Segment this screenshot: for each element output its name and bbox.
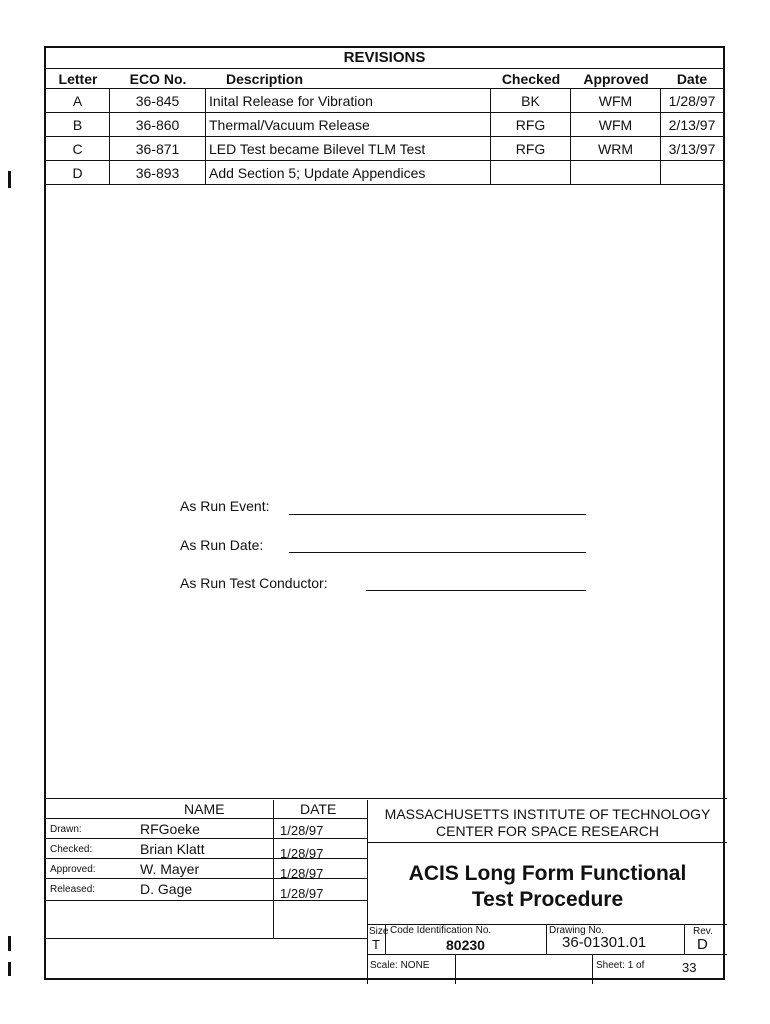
header-checked: Checked: [501, 71, 561, 87]
rev-checked: BK: [491, 89, 571, 112]
rev-approved: [571, 161, 661, 184]
as-run-conductor-field[interactable]: [366, 590, 586, 591]
rev-approved: WFM: [571, 89, 661, 112]
rev-date: 3/13/97: [668, 141, 716, 157]
signoff-block: [46, 800, 367, 984]
sheet-text: Sheet: 1 of: [596, 960, 645, 971]
rev-approved: WRM: [571, 137, 661, 160]
signoff-role: Checked:: [50, 844, 93, 855]
rev-letter: C: [46, 137, 110, 160]
size-value: T: [372, 937, 380, 952]
signoff-name: W. Mayer: [140, 861, 200, 877]
as-run-conductor-label: As Run Test Conductor:: [180, 575, 328, 591]
name-header: NAME: [184, 801, 225, 817]
signoff-role: Released:: [50, 884, 96, 895]
revision-row: [46, 161, 723, 185]
revisions-table: [46, 48, 723, 185]
signoff-role: Drawn:: [50, 824, 82, 835]
signoff-date: 1/28/97: [280, 886, 324, 901]
org-line-2: CENTER FOR SPACE RESEARCH: [436, 823, 659, 839]
signoff-date: 1/28/97: [280, 823, 324, 838]
drawing-no-label: Drawing No.: [549, 925, 605, 936]
header-letter: Letter: [58, 71, 98, 87]
rev-date: 2/13/97: [668, 117, 716, 133]
as-run-event-label: As Run Event:: [180, 498, 270, 514]
change-bar: [8, 936, 11, 951]
rev-approved: WFM: [571, 113, 661, 136]
code-id-value: 80230: [446, 937, 485, 953]
header-date: Date: [676, 71, 708, 87]
drawing-frame: [44, 46, 725, 980]
scale-text: Scale: NONE: [370, 960, 430, 971]
revision-row: [46, 113, 723, 137]
header-eco: ECO No.: [129, 71, 187, 87]
rev-checked: RFG: [491, 137, 571, 160]
rev-eco: 36-845: [110, 89, 206, 112]
change-bar: [8, 962, 11, 976]
title-block: [367, 800, 727, 984]
revisions-header-row: [46, 69, 723, 89]
signoff-name: RFGoeke: [140, 821, 200, 837]
revision-row: [46, 137, 723, 161]
rev-checked: [491, 161, 571, 184]
signoff-name: Brian Klatt: [140, 841, 205, 857]
rev-letter: D: [46, 161, 110, 184]
signoff-role: Approved:: [50, 864, 96, 875]
rev-description: LED Test became Bilevel TLM Test: [206, 137, 491, 160]
revisions-title: REVISIONS: [46, 48, 723, 69]
rev-eco: 36-871: [110, 137, 206, 160]
rev-letter: B: [46, 113, 110, 136]
rev-label: Rev.: [693, 926, 713, 937]
drawing-no-value: 36-01301.01: [562, 934, 647, 951]
revision-row: [46, 89, 723, 113]
document-title-line-1: ACIS Long Form Functional: [408, 862, 687, 885]
rev-value: D: [697, 936, 708, 953]
signoff-date: 1/28/97: [280, 846, 324, 861]
org-line-1: MASSACHUSETTS INSTITUTE OF TECHNOLOGY: [384, 806, 711, 822]
document-title-line-2: Test Procedure: [471, 888, 624, 911]
change-bar: [8, 171, 11, 188]
header-approved: Approved: [583, 71, 649, 87]
rev-date: 1/28/97: [668, 93, 716, 109]
signoff-name: D. Gage: [140, 881, 193, 897]
as-run-date-label: As Run Date:: [180, 537, 264, 553]
rev-eco: 36-893: [110, 161, 206, 184]
rev-eco: 36-860: [110, 113, 206, 136]
rev-description: Thermal/Vacuum Release: [206, 113, 491, 136]
rev-letter: A: [46, 89, 110, 112]
signoff-date: 1/28/97: [280, 866, 324, 881]
date-header: DATE: [300, 801, 337, 817]
size-label: Size: [369, 926, 389, 937]
as-run-event-field[interactable]: [289, 514, 586, 515]
rev-description: Inital Release for Vibration: [206, 89, 491, 112]
as-run-date-field[interactable]: [289, 552, 586, 553]
rev-description: Add Section 5; Update Appendices: [206, 161, 491, 184]
sheet-total: 33: [682, 960, 697, 975]
header-description: Description: [226, 71, 304, 87]
rev-checked: RFG: [491, 113, 571, 136]
code-id-label: Code Identification No.: [390, 925, 492, 936]
rev-date: [661, 161, 723, 184]
